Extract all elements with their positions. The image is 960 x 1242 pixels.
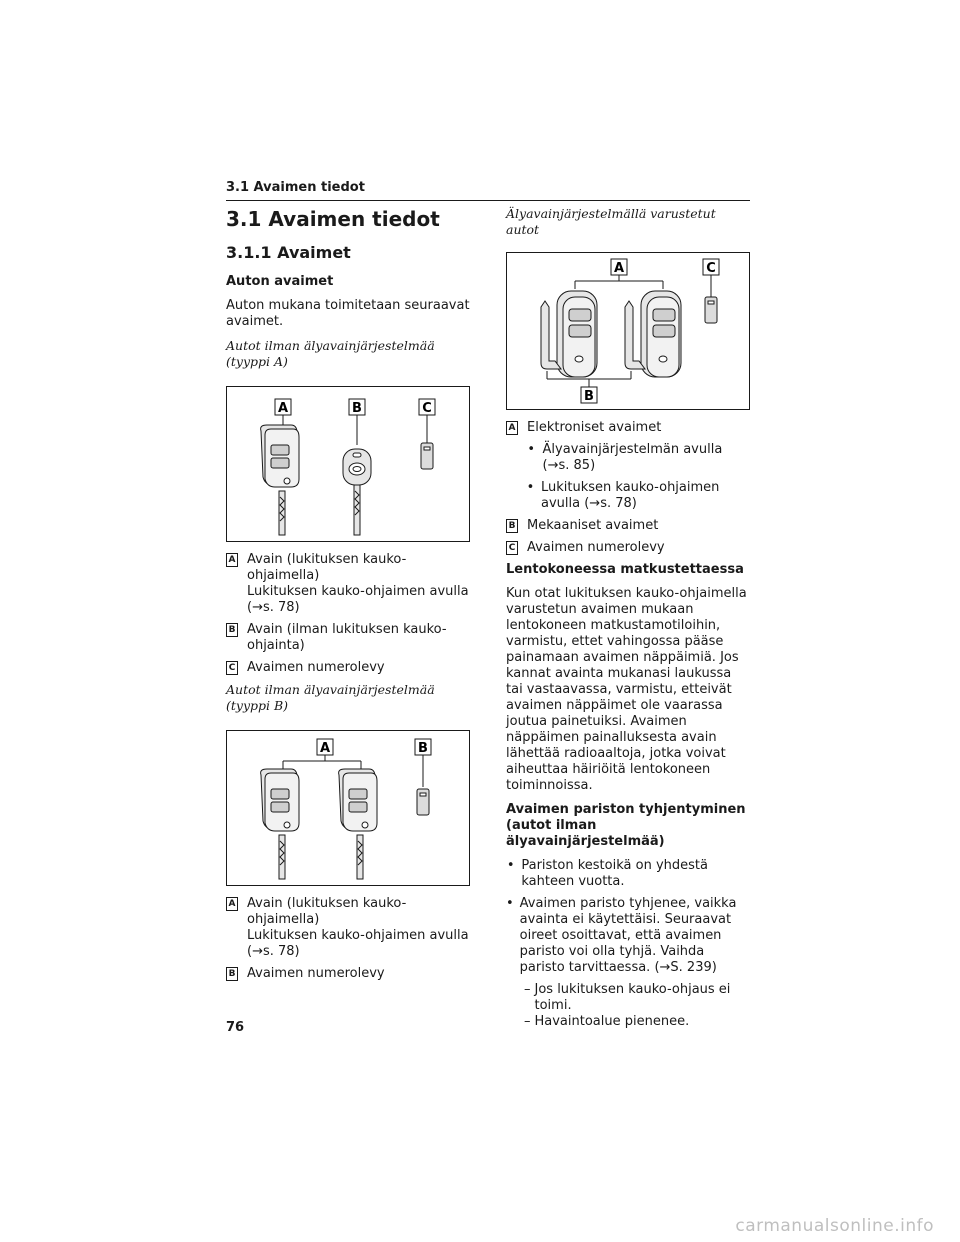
fig-label-b: B bbox=[418, 741, 428, 756]
type-a-caption: Autot ilman älyavainjärjestelmää (tyyppi A) bbox=[226, 338, 435, 369]
battery-dash-item: – Havaintoalue pienenee. bbox=[524, 1014, 690, 1029]
legend-label: B bbox=[226, 623, 238, 637]
fig-label-b: B bbox=[352, 401, 362, 416]
legend-text: Avain (lukituksen kauko-ohjaimella) bbox=[247, 552, 407, 583]
smart-key-icon bbox=[625, 291, 681, 377]
right-column bbox=[506, 206, 750, 1030]
type-a-legend-a bbox=[226, 552, 470, 616]
legend-label: C bbox=[226, 661, 238, 675]
type-a-legend-c bbox=[226, 660, 470, 676]
type-b-illustration bbox=[227, 731, 469, 885]
number-plate-icon bbox=[705, 297, 717, 323]
type-a-illustration bbox=[227, 387, 469, 541]
flip-key-icon bbox=[261, 769, 299, 879]
airplane-text: Kun otat lukituksen kauko-ohjaimella varustetun avaimen mukaan lentokoneen matkustamotiloihin, varmistu, ettet vahingossa pääse painamaan avaimen näppäimiä. Jos kannat avainta mukanasi laukussa tai vastaavassa, varmistu, etteivät avaimen näppäimet ole vaarassa joutua painetuiksi. Avaimen näppäimen painalluksesta avain lähettää radioaaltoja, jotka voivat aiheuttaa häiriöitä lentokoneen toiminnoissa. bbox=[506, 586, 747, 793]
intro-text: Auton mukana toimitetaan seuraavat avaimet. bbox=[226, 298, 470, 329]
fig-label-c: C bbox=[706, 261, 716, 276]
legend-text: Avaimen numerolevy bbox=[247, 966, 385, 981]
mechanical-key-icon bbox=[343, 449, 371, 535]
section-title: 3.1.1 Avaimet bbox=[226, 243, 351, 262]
type-a-legend-b bbox=[226, 622, 470, 654]
type-a-figure bbox=[226, 386, 470, 542]
legend-label: B bbox=[226, 967, 238, 981]
bullet-text: Avaimen paristo tyhjenee, vaikka avainta ei käytettäisi. Seuraavat oireet osoittavat, että avaimen paristo voi olla tyhjä. Vaihda paristo tarvittaessa. (→S. 239) bbox=[519, 896, 737, 975]
legend-text: (→s. 78) bbox=[247, 944, 300, 959]
flip-key-icon bbox=[261, 425, 299, 535]
legend-text: Elektroniset avaimet bbox=[527, 420, 662, 435]
smart-key-icon bbox=[541, 291, 597, 377]
airplane-heading: Lentokoneessa matkustettaessa bbox=[506, 562, 744, 577]
left-column bbox=[226, 206, 470, 988]
smart-caption: Älyavainjärjestelmällä varustetut autot bbox=[506, 206, 716, 237]
bullet-text: Älyavainjärjestelmän avulla (→s. 85) bbox=[542, 442, 723, 473]
fig-label-c: C bbox=[422, 401, 432, 416]
legend-text: (→s. 78) bbox=[247, 600, 300, 615]
number-plate-icon bbox=[421, 443, 433, 469]
legend-label: A bbox=[226, 897, 238, 911]
fig-label-a: A bbox=[613, 261, 625, 276]
legend-label: A bbox=[226, 553, 238, 567]
legend-label: C bbox=[506, 541, 518, 555]
battery-bullet: • Pariston kestoikä on yhdestä kahteen vuotta. bbox=[506, 858, 750, 890]
legend-text: Lukituksen kauko-ohjaimen avulla bbox=[247, 584, 469, 599]
legend-a-bullet: • Lukituksen kauko-ohjaimen avulla (→s. 78) bbox=[506, 480, 750, 512]
watermark: carmanualsonline.info bbox=[735, 1216, 934, 1236]
type-b-legend-b bbox=[226, 966, 470, 982]
type-b-figure bbox=[226, 730, 470, 886]
dash-text: Jos lukituksen kauko-ohjaus ei toimi. bbox=[534, 982, 731, 1013]
fig-label-b: B bbox=[584, 389, 594, 404]
smart-legend-b bbox=[506, 518, 750, 534]
smart-key-illustration bbox=[507, 253, 749, 409]
smart-legend-a bbox=[506, 420, 750, 436]
bullet-text: Pariston kestoikä on yhdestä kahteen vuotta. bbox=[521, 858, 708, 889]
page-number: 76 bbox=[226, 1020, 245, 1035]
legend-a-bullet: • Älyavainjärjestelmän avulla (→s. 85) bbox=[506, 442, 750, 474]
type-b-legend-a bbox=[226, 896, 470, 960]
smart-key-figure bbox=[506, 252, 750, 410]
legend-text: Avain (lukituksen kauko-ohjaimella) bbox=[247, 896, 407, 927]
legend-text: Mekaaniset avaimet bbox=[527, 518, 659, 533]
chapter-title: 3.1 Avaimen tiedot bbox=[226, 207, 440, 231]
type-b-caption: Autot ilman älyavainjärjestelmää (tyyppi B) bbox=[226, 682, 435, 713]
legend-text: Avaimen numerolevy bbox=[527, 540, 665, 555]
legend-text: Lukituksen kauko-ohjaimen avulla bbox=[247, 928, 469, 943]
number-plate-icon bbox=[417, 789, 429, 815]
smart-legend-c bbox=[506, 540, 750, 556]
dash-text: Havaintoalue pienenee. bbox=[534, 1014, 690, 1029]
fig-label-a: A bbox=[319, 741, 331, 756]
battery-bullet: • Avaimen paristo tyhjenee, vaikka avainta ei käytettäisi. Seuraavat oireet osoittavat, että avaimen paristo voi olla tyhjä. Vaihda paristo tarvittaessa. (→S. 239) bbox=[506, 896, 750, 976]
battery-dash-item: – Jos lukituksen kauko-ohjaus ei toimi. bbox=[506, 982, 750, 1014]
legend-label: B bbox=[506, 519, 518, 533]
legend-text: Avain (ilman lukituksen kauko-ohjainta) bbox=[247, 622, 447, 653]
flip-key-icon bbox=[339, 769, 377, 879]
legend-text: Avaimen numerolevy bbox=[247, 660, 385, 675]
running-head: 3.1 Avaimen tiedot bbox=[226, 180, 750, 201]
fig-label-a: A bbox=[277, 401, 289, 416]
battery-heading: Avaimen pariston tyhjentyminen (autot ilman älyavainjärjestelmää) bbox=[506, 802, 746, 849]
auton-avaimet-heading: Auton avaimet bbox=[226, 274, 334, 289]
bullet-text: Lukituksen kauko-ohjaimen avulla (→s. 78) bbox=[541, 480, 720, 511]
legend-label: A bbox=[506, 421, 518, 435]
